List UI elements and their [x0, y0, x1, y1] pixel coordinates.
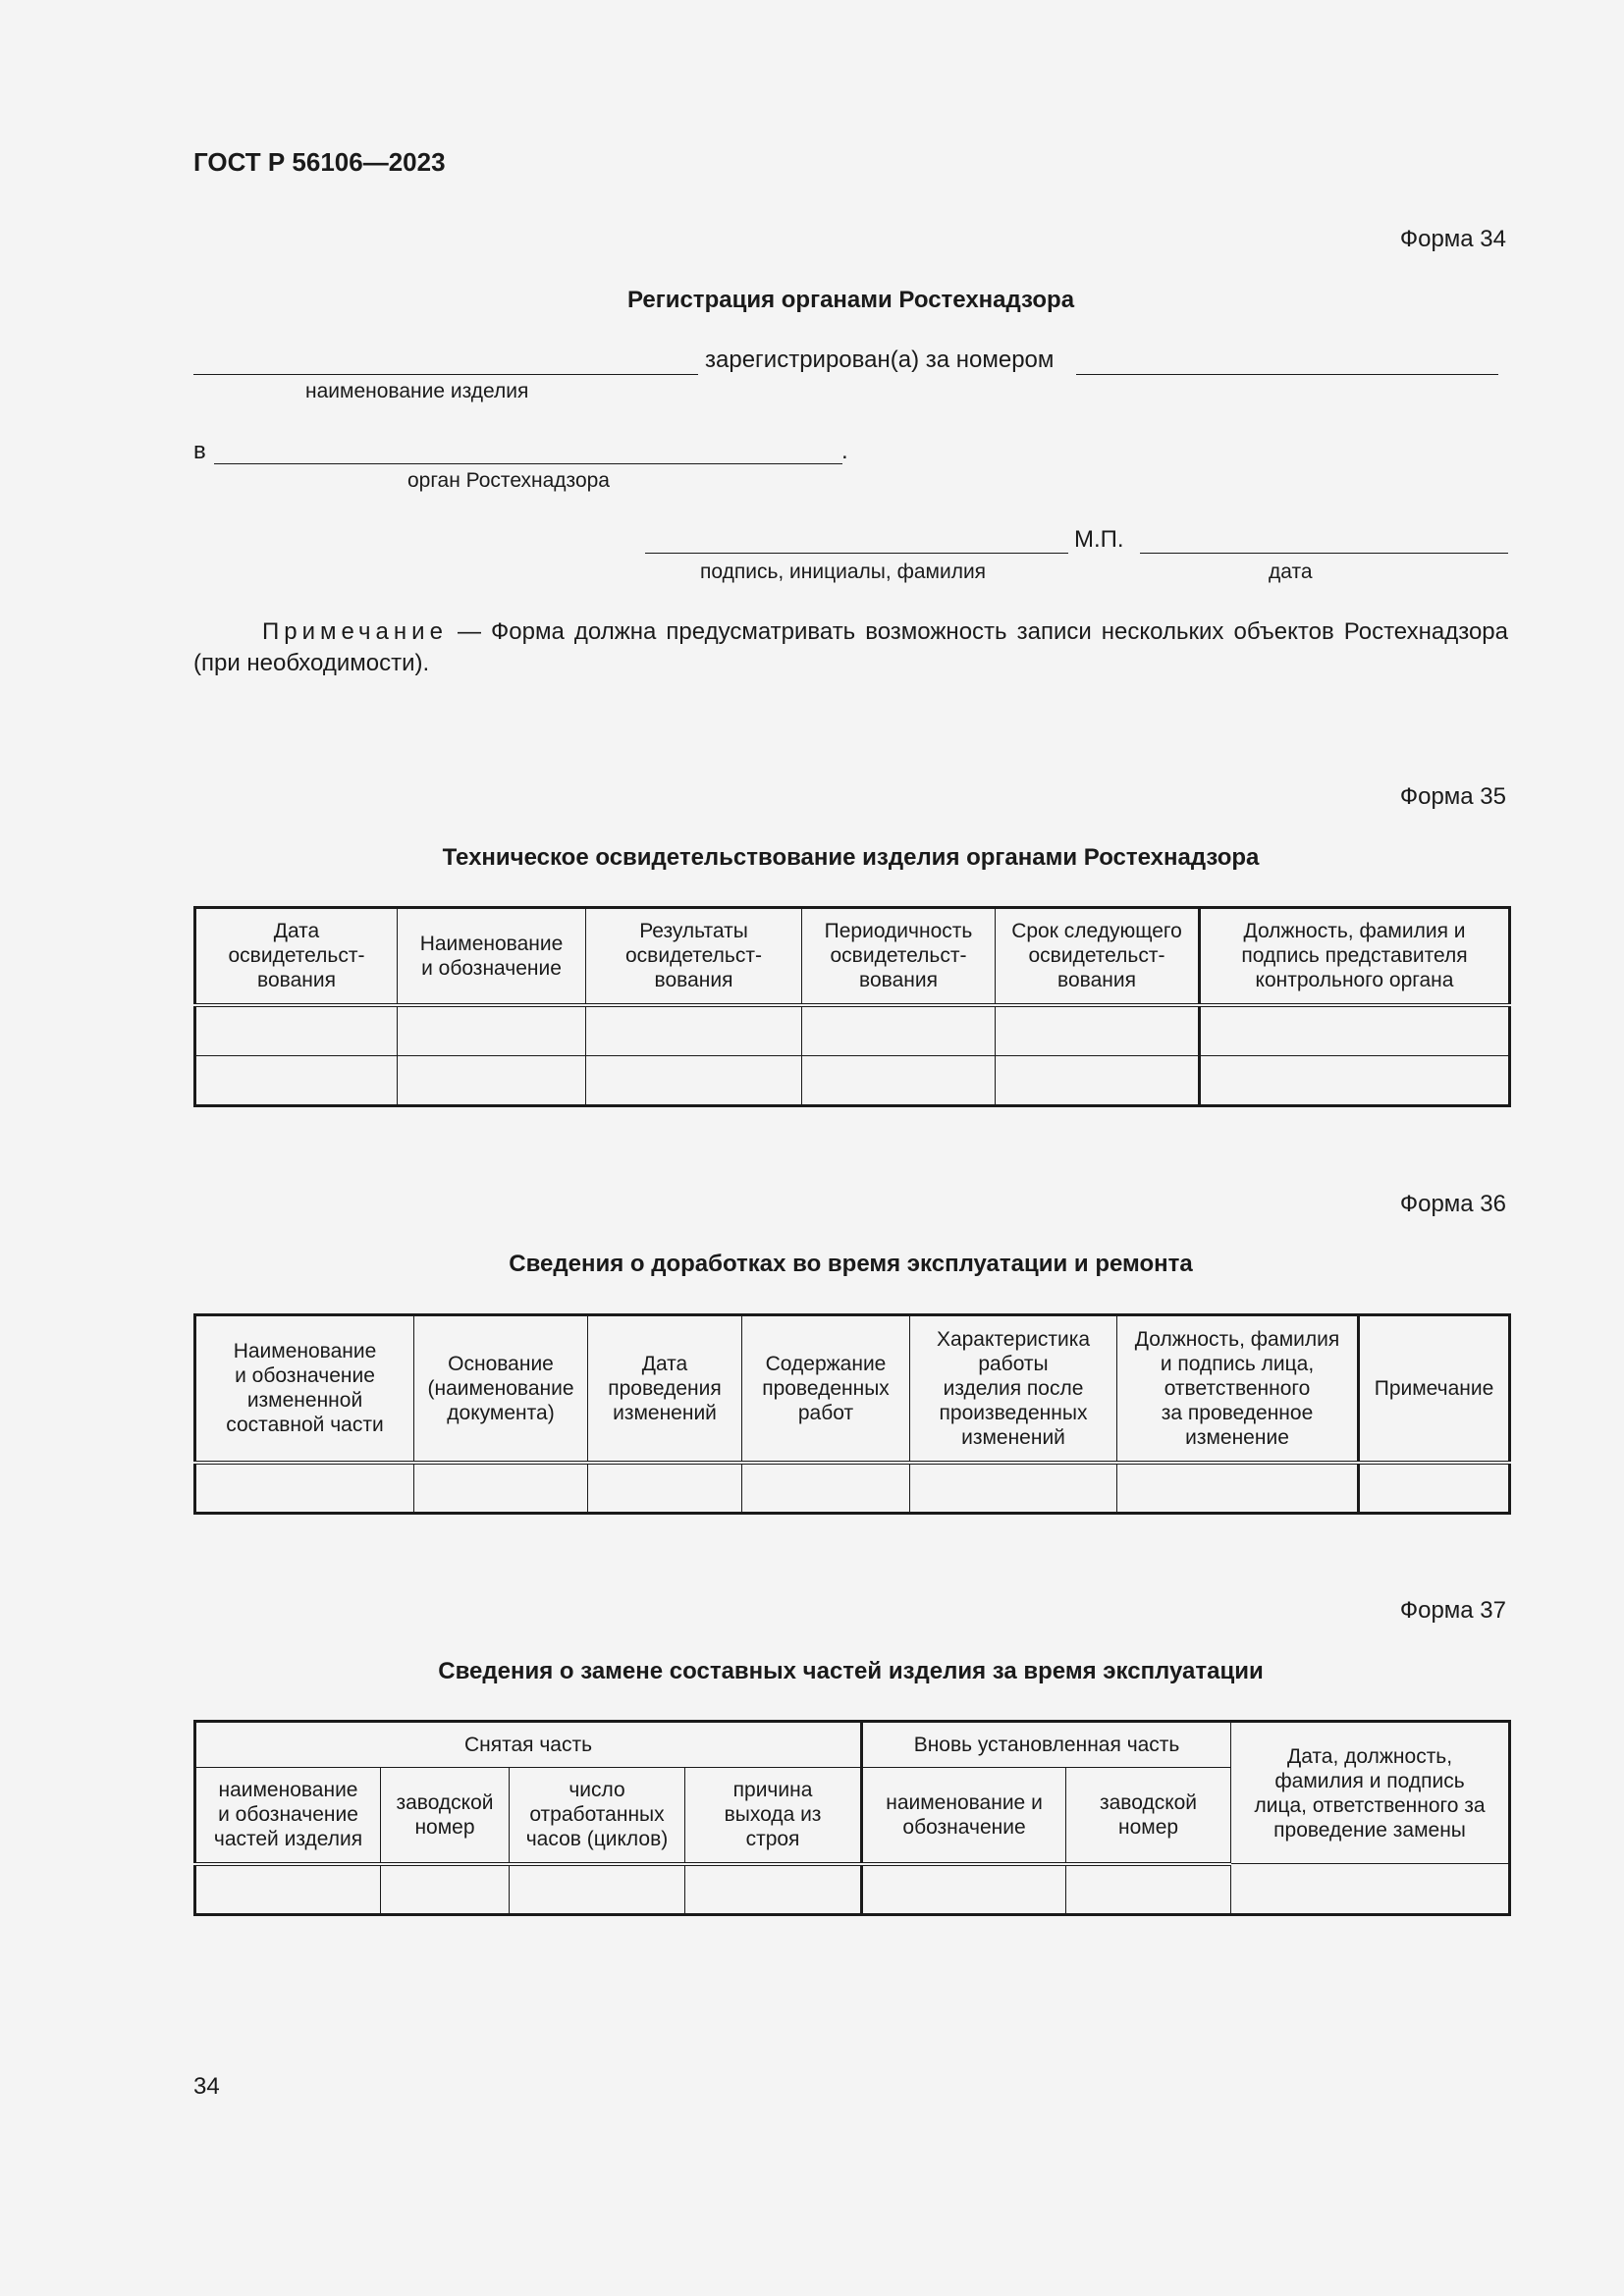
group-header-installed: Вновь установленная часть — [862, 1722, 1231, 1768]
form-35-title: Техническое освидетельствование изделия органами Ростехнадзора — [442, 844, 1260, 871]
signature-line — [645, 553, 1068, 554]
column-header: причина выхода из строя — [685, 1768, 862, 1864]
table-cell[interactable] — [862, 1864, 1066, 1915]
group-header-removed: Снятая часть — [195, 1722, 862, 1768]
form-34-label: Форма 34 — [1399, 226, 1506, 252]
table-cell[interactable] — [1231, 1864, 1510, 1915]
column-header: Примечание — [1359, 1315, 1510, 1463]
form-36-label: Форма 36 — [1399, 1191, 1506, 1217]
caption-signature: подпись, инициалы, фамилия — [700, 561, 987, 583]
form-37-label: Форма 37 — [1399, 1597, 1506, 1624]
table-cell[interactable] — [195, 1056, 398, 1106]
note-word: Примечание — [262, 618, 448, 645]
table-cell[interactable] — [586, 1005, 802, 1056]
column-header: Должность, фамилия и подпись лица, ответственного за проведенное изменение — [1117, 1315, 1359, 1463]
table-cell[interactable] — [195, 1005, 398, 1056]
table-cell[interactable] — [586, 1056, 802, 1106]
note-text: — Форма должна предусматривать возможность записи нескольких объектов Ростехнадзора (при необходимости). — [193, 618, 1508, 676]
table-row — [195, 1864, 1510, 1915]
column-header: Должность, фамилия и подпись представителя контрольного органа — [1200, 908, 1510, 1005]
table-cell[interactable] — [381, 1864, 510, 1915]
prefix-in: в — [193, 438, 206, 464]
column-header: наименование и обозначение частей изделия — [195, 1768, 381, 1864]
form-35-label: Форма 35 — [1399, 783, 1506, 810]
column-header: Дата проведения изменений — [588, 1315, 742, 1463]
item-name-line — [193, 374, 698, 375]
table-cell[interactable] — [398, 1005, 586, 1056]
period: . — [841, 438, 848, 464]
table-row — [195, 1005, 1510, 1056]
organ-line — [214, 463, 842, 464]
form-34-title: Регистрация органами Ростехнадзора — [626, 287, 1075, 313]
table-cell[interactable] — [588, 1463, 742, 1514]
table-cell[interactable] — [910, 1463, 1117, 1514]
table-row — [195, 1056, 1510, 1106]
column-header: заводской номер — [381, 1768, 510, 1864]
column-header: Основание (наименование документа) — [414, 1315, 588, 1463]
table-cell[interactable] — [742, 1463, 910, 1514]
table-cell[interactable] — [996, 1056, 1200, 1106]
form-37-table — [193, 1720, 1511, 1916]
column-header: Дата освидетельст- вования — [195, 908, 398, 1005]
caption-date: дата — [1269, 561, 1313, 583]
column-header: наименование и обозначение — [862, 1768, 1066, 1864]
form-36-table — [193, 1313, 1511, 1515]
column-header-date: Дата, должность, фамилия и подпись лица, ответственного за проведение замены — [1231, 1722, 1510, 1864]
column-header: Результаты освидетельст- вования — [586, 908, 802, 1005]
table-cell[interactable] — [1066, 1864, 1231, 1915]
table-cell[interactable] — [802, 1005, 996, 1056]
registration-number-line — [1076, 374, 1498, 375]
stamp-text: М.П. — [1074, 526, 1124, 553]
registered-text: зарегистрирован(а) за номером — [705, 347, 1055, 373]
table-cell[interactable] — [802, 1056, 996, 1106]
column-header: Содержание проведенных работ — [742, 1315, 910, 1463]
table-cell[interactable] — [195, 1463, 414, 1514]
column-header: Наименование и обозначение — [398, 908, 586, 1005]
page-number: 34 — [193, 2073, 220, 2100]
form-35-table — [193, 906, 1511, 1107]
form-36-title: Сведения о доработках во время эксплуатации и ремонта — [509, 1251, 1193, 1277]
table-cell[interactable] — [685, 1864, 862, 1915]
table-cell[interactable] — [1359, 1463, 1510, 1514]
table-cell[interactable] — [996, 1005, 1200, 1056]
column-header: Периодичность освидетельст- вования — [802, 908, 996, 1005]
table-row — [195, 1463, 1510, 1514]
date-line — [1140, 553, 1508, 554]
table-cell[interactable] — [1117, 1463, 1359, 1514]
caption-organ: орган Ростехнадзора — [407, 469, 610, 492]
column-header: Срок следующего освидетельст- вования — [996, 908, 1200, 1005]
caption-item-name: наименование изделия — [305, 380, 529, 402]
table-cell[interactable] — [1200, 1056, 1510, 1106]
table-cell[interactable] — [1200, 1005, 1510, 1056]
column-header: Характеристика работы изделия после произведенных изменений — [910, 1315, 1117, 1463]
column-header: Наименование и обозначение измененной составной части — [195, 1315, 414, 1463]
note-paragraph — [193, 616, 1508, 679]
table-cell[interactable] — [398, 1056, 586, 1106]
column-header: заводской номер — [1066, 1768, 1231, 1864]
document-id: ГОСТ Р 56106—2023 — [193, 147, 446, 177]
table-cell[interactable] — [510, 1864, 685, 1915]
column-header: число отработанных часов (циклов) — [510, 1768, 685, 1864]
form-37-title: Сведения о замене составных частей изделия за время эксплуатации — [438, 1658, 1264, 1684]
table-cell[interactable] — [414, 1463, 588, 1514]
table-cell[interactable] — [195, 1864, 381, 1915]
